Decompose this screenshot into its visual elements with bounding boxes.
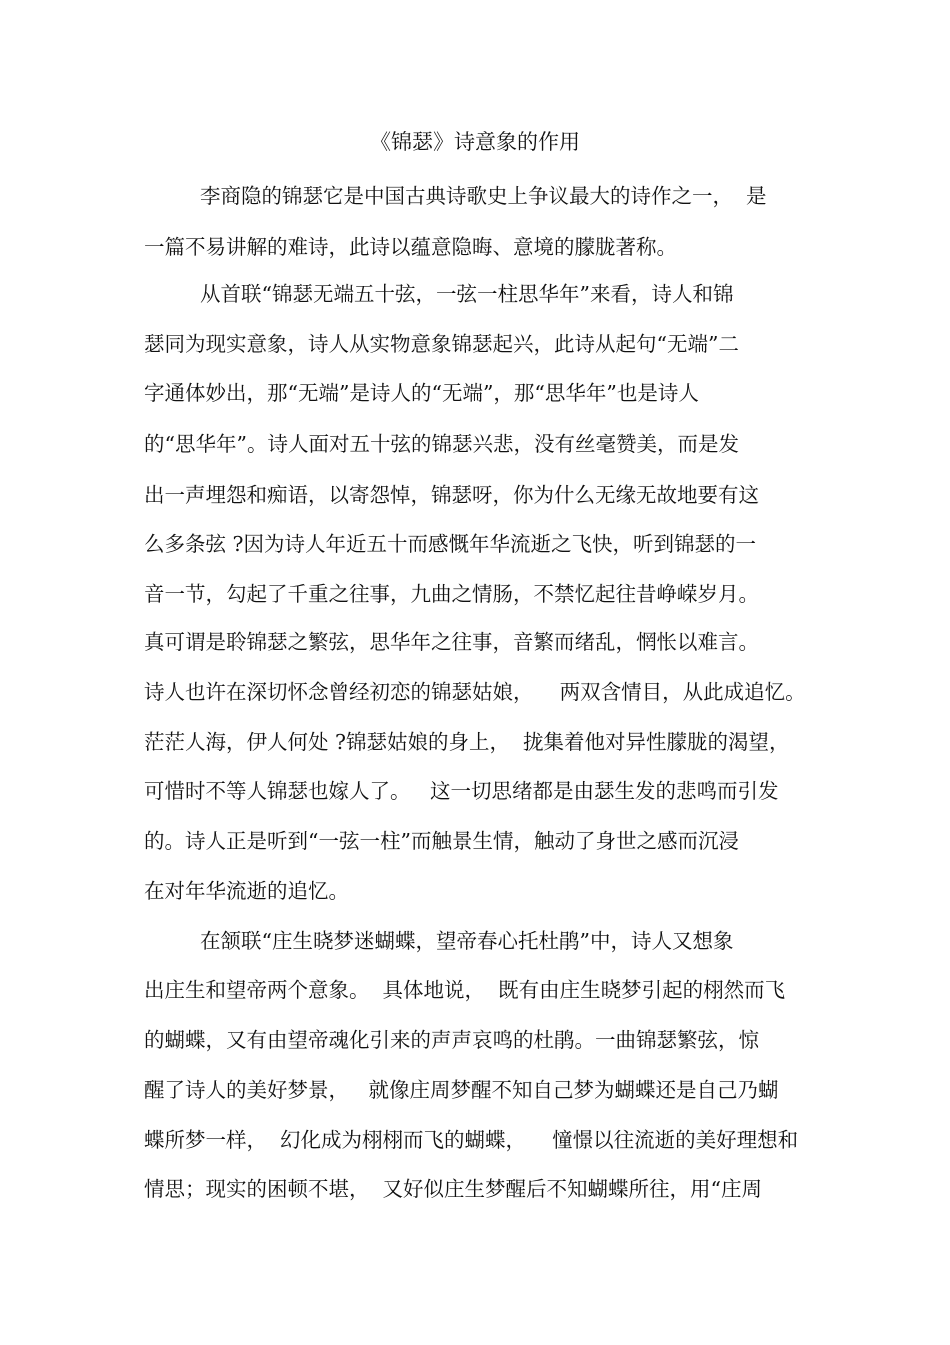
text-line: 蝶所梦一样， 幻化成为栩栩而飞的蝴蝶， 憧憬以往流逝的美好理想和 [144,1128,799,1152]
text-line: 音一节，勾起了千重之往事，九曲之情肠，不禁忆起往昔峥嵘岁月。 [144,582,759,606]
document-title: 《锦瑟》诗意象的作用 [370,130,580,154]
text-line: 情思；现实的困顿不堪， 又好似庄生梦醒后不知蝴蝶所往，用“庄周 [144,1177,763,1201]
text-line: 茫茫人海，伊人何处 ?锦瑟姑娘的身上， 拢集着他对异性朦胧的渴望， [144,730,790,754]
text-line: 李商隐的锦瑟它是中国古典诗歌史上争议最大的诗作之一， 是 [200,184,767,208]
text-line: 可惜时不等人锦瑟也嫁人了。 这一切思绪都是由瑟生发的悲鸣而引发 [144,779,779,803]
text-line: 的。诗人正是听到“一弦一柱”而触景生情，触动了身世之感而沉浸 [144,829,739,853]
text-line: 的蝴蝶，又有由望帝魂化引来的声声哀鸣的杜鹃。一曲锦瑟繁弦，惊 [144,1028,759,1052]
text-line: 瑟同为现实意象，诗人从实物意象锦瑟起兴，此诗从起句“无端”二 [144,332,739,356]
text-line: 字通体妙出，那“无端”是诗人的“无端”，那“思华年”也是诗人 [144,381,699,405]
text-line: 出庄生和望帝两个意象。 具体地说， 既有由庄生晓梦引起的栩然而飞 [144,978,786,1002]
text-line: 的“思华年”。诗人面对五十弦的锦瑟兴悲，没有丝毫赞美，而是发 [144,432,739,456]
text-line: 醒了诗人的美好梦景， 就像庄周梦醒不知自己梦为蝴蝶还是自己乃蝴 [144,1078,779,1102]
text-line: 么多条弦 ?因为诗人年近五十而感慨年华流逝之飞快，听到锦瑟的一 [144,532,757,556]
text-line: 在颔联“庄生晓梦迷蝴蝶，望帝春心托杜鹃”中，诗人又想象 [200,929,734,953]
text-line: 真可谓是聆锦瑟之繁弦，思华年之往事，音繁而绪乱，惘怅以难言。 [144,630,759,654]
text-line: 诗人也许在深切怀念曾经初恋的锦瑟姑娘， 两双含情目，从此成追忆。 [144,680,806,704]
text-line: 在对年华流逝的追忆。 [144,879,349,903]
text-line: 从首联“锦瑟无端五十弦，一弦一柱思华年”来看，诗人和锦 [200,282,734,306]
text-line: 一篇不易讲解的难诗，此诗以蕴意隐晦、意境的朦胧著称。 [144,235,677,259]
text-line: 出一声埋怨和痴语，以寄怨悼，锦瑟呀，你为什么无缘无故地要有这 [144,483,759,507]
